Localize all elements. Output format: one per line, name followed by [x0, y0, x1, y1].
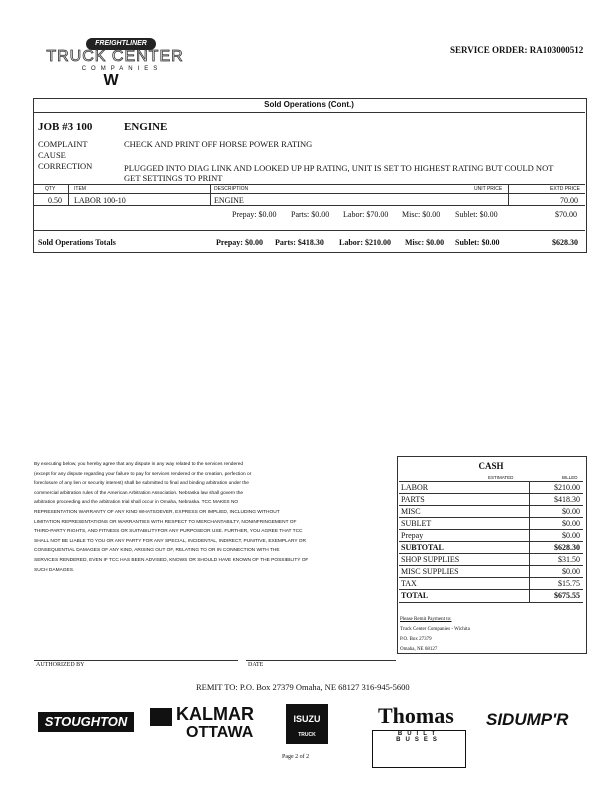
terms-line: SUCH DAMAGES.: [34, 567, 75, 573]
cash-row: SHOP SUPPLIES $31.50: [399, 553, 583, 566]
terms-line: By executing below, you hereby agree that any dispute in any way related to the services rendered: [34, 462, 244, 467]
thomas-sub: BUILT BUSES: [372, 730, 466, 768]
cash-row: PARTS $418.30: [399, 493, 583, 506]
table-header-rule: [34, 193, 585, 194]
col-extd-price: EXTD PRICE: [550, 186, 581, 192]
cash-row: LABOR $210.00: [399, 481, 583, 494]
table-col-sep: [68, 184, 69, 205]
col-description: DESCRIPTION: [214, 186, 249, 192]
row-qty: 0.50: [48, 196, 62, 205]
job-title: ENGINE: [124, 121, 168, 133]
sold-total: $628.30: [552, 238, 578, 247]
table-row-rule: [34, 205, 585, 206]
table-col-sep: [210, 184, 211, 205]
remit-line: P.O. Box 27379: [400, 637, 432, 642]
job-misc: Misc: $0.00: [402, 210, 441, 219]
truck-center-logo: TRUCK CENTER: [46, 48, 184, 65]
terms-line: REPRESENTATION WARRANTY OF ANY KIND WHATSOEVER, EXPRESS OR IMPLIED, INCLUDING WITHOUT: [34, 509, 280, 515]
stoughton-logo: STOUGHTON: [38, 712, 134, 732]
sold-totals-label: Sold Operations Totals: [38, 238, 116, 247]
cash-row: TAX $15.75: [399, 577, 583, 590]
correction-label: CORRECTION: [38, 161, 93, 171]
authorized-by-label: AUTHORIZED BY: [36, 662, 85, 668]
terms-line: SERVICES RENDERED, EVEN IF TCC HAS BEEN ADVISED, KNOWS OR SHOULD HAVE KNOWN OF THE POSSIBILITY OF: [34, 557, 309, 563]
cause-label: CAUSE: [38, 150, 66, 160]
sidumpr-logo: SIDUMP'R: [486, 710, 569, 729]
col-qty: QTY: [45, 186, 56, 192]
row-description: ENGINE: [214, 196, 244, 205]
terms-line: CONSEQUENTIAL DAMAGES OF ANY KIND, ARISING OUT OF, RELATING TO OR IN CONNECTION WITH THE: [34, 548, 280, 554]
cash-title: CASH: [478, 461, 504, 471]
freightliner-badge: FREIGHTLINER: [86, 38, 156, 50]
sold-prepay: Prepay: $0.00: [216, 238, 263, 247]
table-col-sep: [508, 184, 509, 205]
complaint-text: CHECK AND PRINT OFF HORSE POWER RATING: [124, 139, 313, 149]
terms-line: foreclosure of any lien or security interest) shall be submitted to final and binding arbitration under the: [34, 481, 249, 487]
terms-line: LIMITATION REPRESENTATIONS OR WARRANTIES WITH RESPECT TO MERCHANTABILTY, NONINFRINGEMENT OF: [34, 519, 297, 525]
billed-label: BILLED: [562, 475, 578, 480]
remit-line: Omaha, NE 68127: [400, 647, 438, 652]
col-item: ITEM: [74, 186, 86, 192]
service-order-number: SERVICE ORDER: RA103000512: [450, 45, 584, 55]
totals-rule: [34, 230, 585, 231]
section-title: Sold Operations (Cont.): [33, 98, 585, 113]
job-prepay: Prepay: $0.00: [232, 210, 277, 219]
job-number: JOB #3 100: [38, 121, 93, 133]
job-parts: Parts: $0.00: [291, 210, 330, 219]
sold-sublet: Sublet: $0.00: [455, 238, 500, 247]
sold-misc: Misc: $0.00: [405, 238, 445, 247]
terms-line: (except for any dispute regarding your failure to pay for services rendered or the creation, perfection or: [34, 471, 252, 477]
sold-parts: Parts: $418.30: [275, 238, 324, 247]
thomas-logo: Thomas: [378, 703, 454, 728]
cash-row: MISC SUPPLIES $0.00: [399, 565, 583, 578]
isuzu-sub: TRUCK: [298, 732, 316, 738]
logo-mark-icon: W: [103, 72, 119, 89]
table-top-rule: [34, 184, 585, 185]
complaint-label: COMPLAINT: [38, 139, 88, 149]
row-item: LABOR 100-10: [74, 196, 126, 205]
remit-to-address: REMIT TO: P.O. Box 27379 Omaha, NE 68127 316-945-5600: [196, 682, 410, 692]
signature-line: [34, 660, 238, 661]
isuzu-text: ISUZU: [293, 714, 321, 724]
job-total: $70.00: [555, 210, 577, 219]
job-labor: Labor: $70.00: [343, 210, 389, 219]
correction-text-1: PLUGGED INTO DIAG LINK AND LOOKED UP HP RATING, UNIT IS SET TO HIGHEST RATING BUT COULD NOT: [124, 163, 554, 173]
terms-line: commercial arbitration rules of the American Arbitration Association. Nebraska law shall govern the: [34, 490, 244, 496]
kalmar-logo: KALMAR: [176, 704, 254, 724]
estimated-label: ESTIMATED: [488, 475, 514, 480]
cash-row: SUBLET $0.00: [399, 517, 583, 530]
cash-row-subtotal: SUBTOTAL $628.30: [399, 541, 583, 554]
cash-row: Prepay $0.00: [399, 529, 583, 542]
row-extd-price: 70.00: [560, 196, 578, 205]
cash-row-total: TOTAL $675.55: [399, 589, 583, 603]
kalmar-mark-icon: [150, 708, 172, 726]
terms-line: SHALL NOT BE LIABLE TO YOU OR ANY PARTY FOR ANY SPECIAL, INCIDENTAL, INDIRECT, PUNITIVE, EXEMPLARY OR: [34, 538, 306, 544]
remit-line: Truck Center Companies - Wichita: [400, 627, 470, 632]
terms-line: THIRD-PARTY RIGHTS, AND FITNESS OR SUITABILITYFOR ANY PURPOSEOR USE. FURTHER, YOU AGREE THAT TCC: [34, 529, 303, 535]
correction-text-2: GET SETTINGS TO PRINT: [124, 173, 223, 183]
job-sublet: Sublet: $0.00: [455, 210, 498, 219]
logo-subtitle: COMPANIES: [81, 66, 163, 72]
arbitration-terms: [34, 460, 334, 575]
cash-row: MISC $0.00: [399, 505, 583, 518]
sold-labor: Labor: $210.00: [339, 238, 391, 247]
remit-heading: Please Remit Payment to:: [400, 617, 452, 622]
col-unit-price: UNIT PRICE: [474, 186, 503, 192]
page-number: Page 2 of 2: [282, 754, 310, 760]
date-line: [246, 660, 396, 661]
ottawa-logo: OTTAWA: [186, 724, 254, 741]
date-label: DATE: [248, 662, 264, 668]
terms-line: arbitration proceeding and the arbitration trial shall occur in Omaha, Nebraska. TCC MAKES NO: [34, 500, 239, 506]
